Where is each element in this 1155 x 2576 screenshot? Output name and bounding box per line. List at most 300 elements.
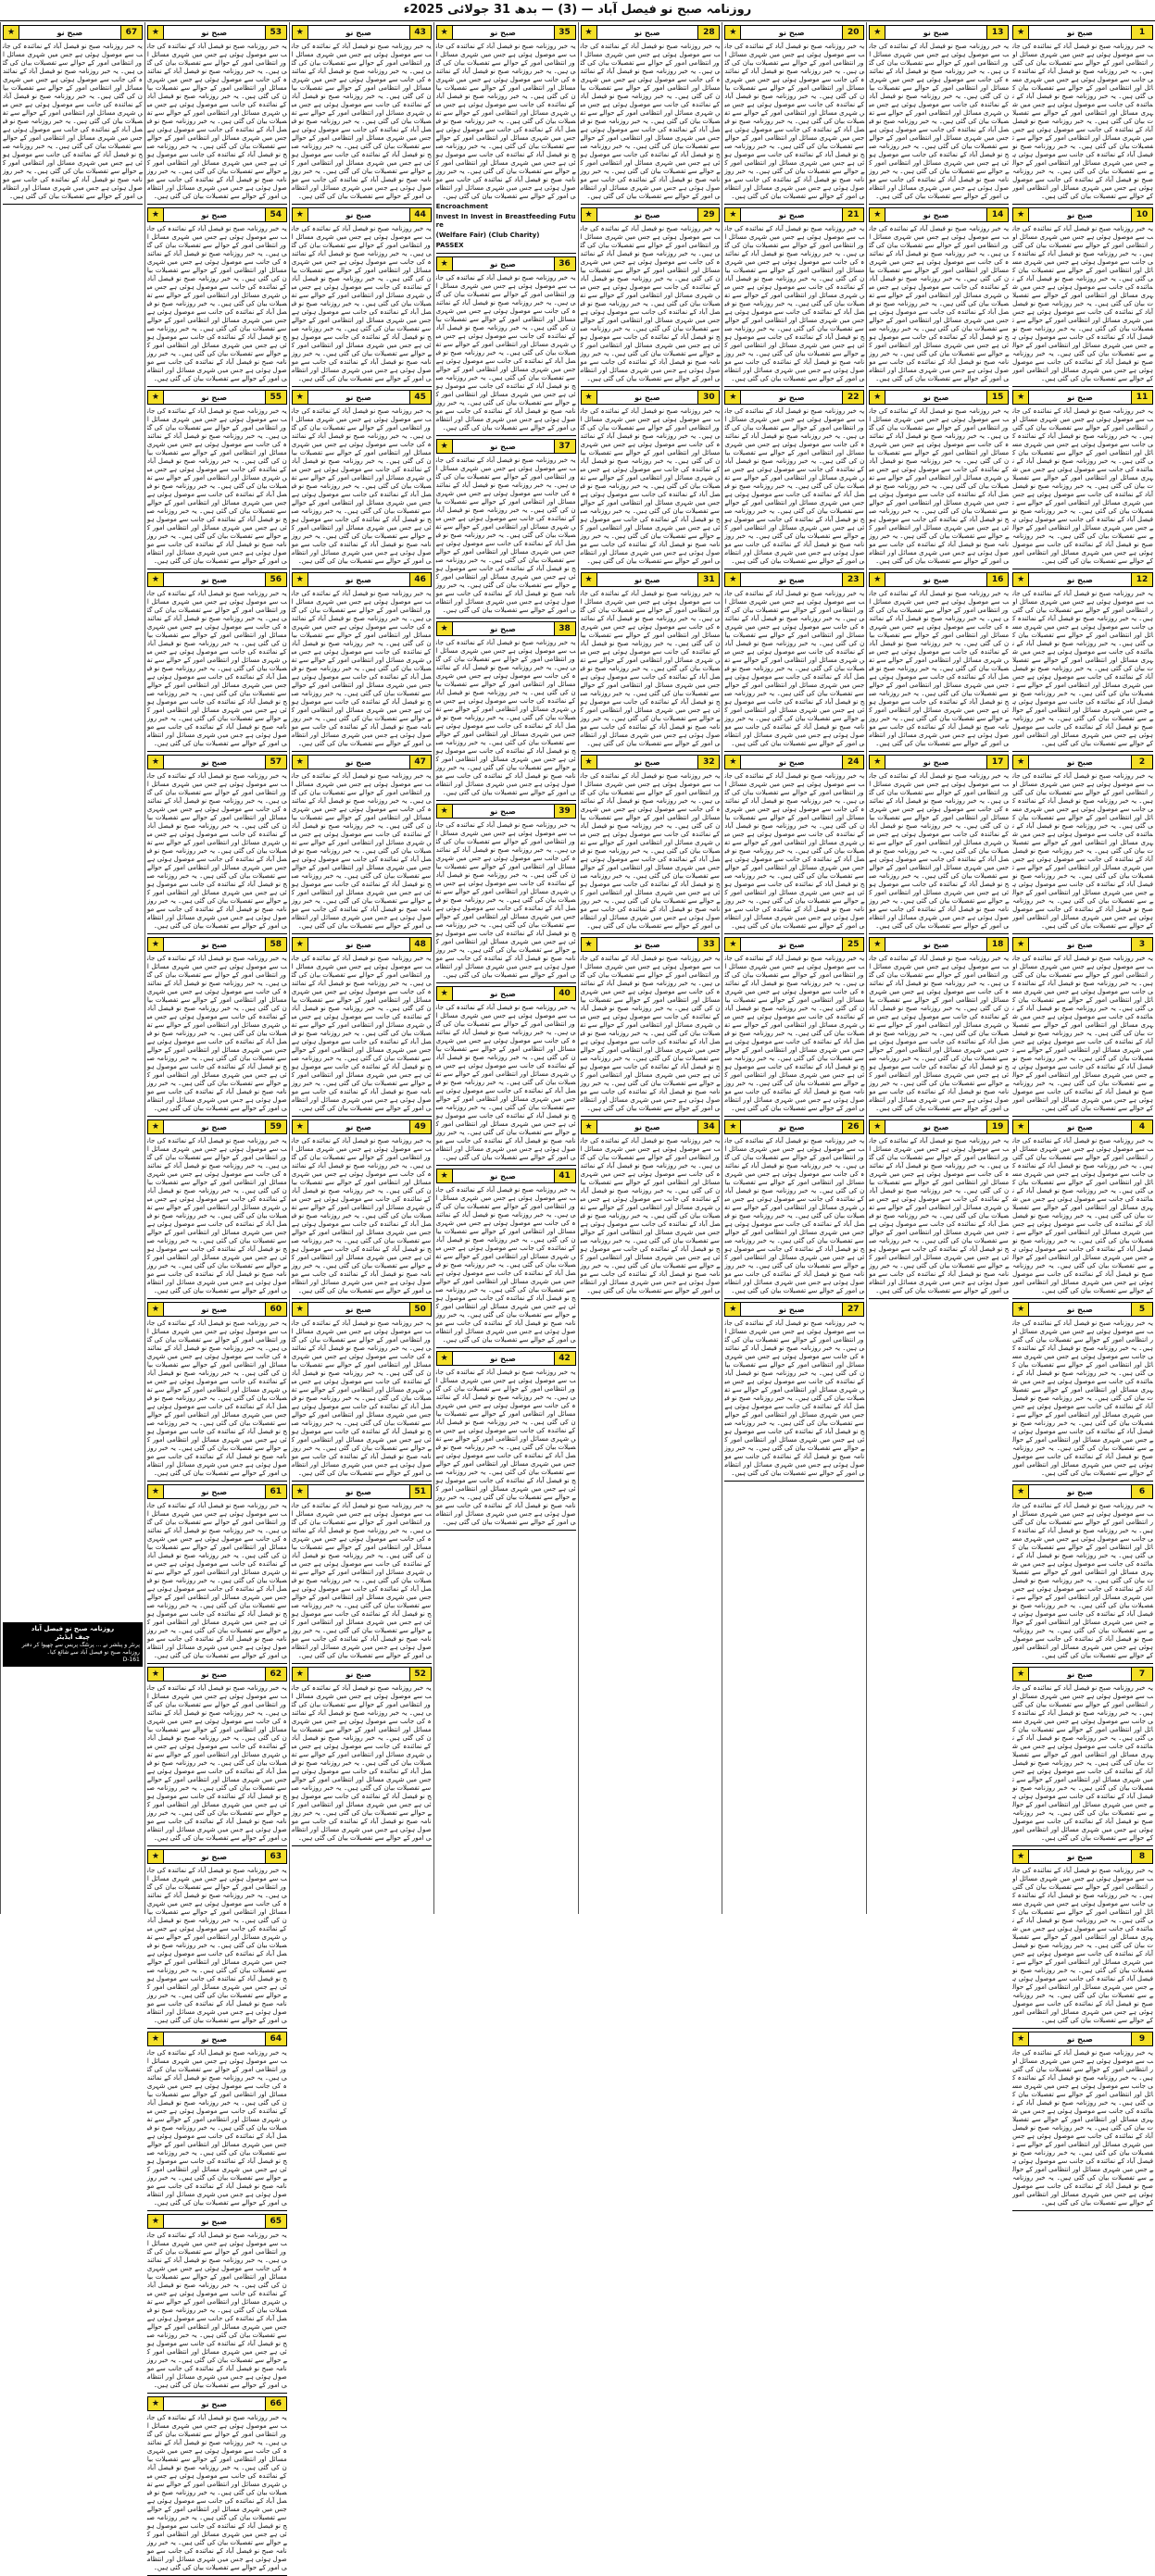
section-number: 41 <box>554 1169 575 1182</box>
section-number: 2 <box>1131 756 1152 769</box>
section-title: صبح نو <box>779 940 805 949</box>
newspaper-logo-icon: ★ <box>582 391 597 404</box>
section-header <box>1012 390 1153 405</box>
section-number: 34 <box>697 1120 719 1133</box>
section-title: صبح نو <box>345 940 371 949</box>
section-title: صبح نو <box>779 1122 805 1132</box>
section-header <box>147 2396 287 2411</box>
newspaper-logo-icon: ★ <box>725 391 741 404</box>
divider <box>436 1530 576 1531</box>
divider <box>436 982 576 983</box>
section-title: صبح نو <box>201 1305 228 1314</box>
section-title: صبح نو <box>1067 940 1093 949</box>
newspaper-logo-icon: ★ <box>148 756 164 769</box>
section-header <box>581 572 721 587</box>
news-column <box>1011 22 1155 2207</box>
section-title: صبح نو <box>201 2399 228 2408</box>
section-number: 22 <box>842 391 863 404</box>
section-title: صبح نو <box>779 28 805 37</box>
section-number: 40 <box>554 987 575 1000</box>
divider <box>292 1481 432 1482</box>
section-header <box>581 1119 721 1134</box>
section-number: 53 <box>265 26 286 39</box>
divider <box>1012 1663 1153 1664</box>
news-body-text: یہ خبر روزنامہ صبح نو فیصل آباد کے نمائندہ کی جانب سے موصول ہوئی ہے جس میں شہری مسائل اور انتظامی امور کے حوالے سے تفصیلات بیان کی گئی ہیں۔ یہ خبر روزنامہ صبح نو فیصل آباد کے نمائندہ کی جانب سے موصول ہوئی ہے جس میں شہری مسائل اور انتظامی امور کے حوالے سے تفصیلات بیان کی گئی ہیں۔ یہ خبر روزنامہ صبح نو فیصل آباد کے نمائندہ کی جانب سے موصول ہوئی ہے جس میں شہری مسائل اور انتظامی امور کے حوالے سے تفصیلات بیان کی گئی ہیں۔ یہ خبر روزنامہ صبح نو فیصل آباد کے نمائندہ کی جانب سے موصول ہوئی ہے جس میں شہری مسائل اور انتظامی امور کے حوالے سے تفصیلات بیان کی گئی ہیں۔ یہ خبر روزنامہ صبح نو فیصل آباد کے نمائندہ کی جانب سے موصول ہوئی ہے جس میں شہری مسائل اور انتظامی امور کے حوالے سے تفصیلات بیان کی گئی ہیں۔ یہ خبر روزنامہ صبح نو فیصل آباد کے نمائندہ کی جانب سے موصول ہوئی ہے جس میں شہری مسائل اور انتظامی امور کے حوالے سے تفصیلات بیان کی گئی ہیں۔ <box>3 43 143 200</box>
newspaper-logo-icon: ★ <box>437 622 453 635</box>
divider <box>724 1298 864 1299</box>
newspaper-logo-icon: ★ <box>725 1120 741 1133</box>
newspaper-logo-icon: ★ <box>148 1485 164 1498</box>
section-header <box>869 755 1009 769</box>
section-number: 32 <box>697 756 719 769</box>
section-number: 43 <box>409 26 431 39</box>
section-number: 16 <box>986 573 1008 586</box>
newspaper-logo-icon: ★ <box>293 1668 308 1681</box>
divider <box>436 435 576 436</box>
news-body-text: یہ خبر روزنامہ صبح نو فیصل آباد کے نمائندہ کی جانب سے موصول ہوئی ہے جس میں شہری مسائل اور انتظامی امور کے حوالے سے تفصیلات بیان کی گئی ہیں۔ یہ خبر روزنامہ صبح نو فیصل آباد کے نمائندہ کی جانب سے موصول ہوئی ہے جس میں شہری مسائل اور انتظامی امور کے حوالے سے تفصیلات بیان کی گئی ہیں۔ یہ خبر روزنامہ صبح نو فیصل آباد کے نمائندہ کی جانب سے موصول ہوئی ہے جس میں شہری مسائل اور انتظامی امور کے حوالے سے تفصیلات بیان کی گئی ہیں۔ یہ خبر روزنامہ صبح نو فیصل آباد کے نمائندہ کی جانب سے موصول ہوئی ہے جس میں شہری مسائل اور انتظامی امور کے حوالے سے تفصیلات بیان کی گئی ہیں۔ یہ خبر روزنامہ صبح نو فیصل آباد کے نمائندہ کی جانب سے موصول ہوئی ہے جس میں شہری مسائل اور انتظامی امور کے حوالے سے تفصیلات بیان کی گئی ہیں۔ یہ خبر روزنامہ صبح نو فیصل آباد کے نمائندہ کی جانب سے موصول ہوئی ہے جس میں شہری مسائل اور انتظامی امور کے حوالے سے تفصیلات بیان کی گئی ہیں۔ <box>435 456 576 614</box>
section-number: 15 <box>986 391 1008 404</box>
newspaper-logo-icon: ★ <box>293 938 308 951</box>
divider <box>581 933 721 934</box>
newspaper-logo-icon: ★ <box>582 1120 597 1133</box>
news-body-text: یہ خبر روزنامہ صبح نو فیصل آباد کے نمائندہ کی جانب سے موصول ہوئی ہے جس میں شہری مسائل اور انتظامی امور کے حوالے سے تفصیلات بیان کی گئی ہیں۔ یہ خبر روزنامہ صبح نو فیصل آباد کے نمائندہ کی جانب سے موصول ہوئی ہے جس میں شہری مسائل اور انتظامی امور کے حوالے سے تفصیلات بیان کی گئی ہیں۔ یہ خبر روزنامہ صبح نو فیصل آباد کے نمائندہ کی جانب سے موصول ہوئی ہے جس میں شہری مسائل اور انتظامی امور کے حوالے سے تفصیلات بیان کی گئی ہیں۔ یہ خبر روزنامہ صبح نو فیصل آباد کے نمائندہ کی جانب سے موصول ہوئی ہے جس میں شہری مسائل اور انتظامی امور کے حوالے سے تفصیلات بیان کی گئی ہیں۔ یہ خبر روزنامہ صبح نو فیصل آباد کے نمائندہ کی جانب سے موصول ہوئی ہے جس میں شہری مسائل اور انتظامی امور کے حوالے سے تفصیلات بیان کی گئی ہیں۔ یہ خبر روزنامہ صبح نو فیصل آباد کے نمائندہ کی جانب سے موصول ہوئی ہے جس میں شہری مسائل اور انتظامی امور کے حوالے سے تفصیلات بیان کی گئی ہیں۔ <box>580 772 721 930</box>
news-body-text: یہ خبر روزنامہ صبح نو فیصل آباد کے نمائندہ کی جانب سے موصول ہوئی ہے جس میں شہری مسائل اور انتظامی امور کے حوالے سے تفصیلات بیان کی گئی ہیں۔ یہ خبر روزنامہ صبح نو فیصل آباد کے نمائندہ کی جانب سے موصول ہوئی ہے جس میں شہری مسائل اور انتظامی امور کے حوالے سے تفصیلات بیان کی گئی ہیں۔ یہ خبر روزنامہ صبح نو فیصل آباد کے نمائندہ کی جانب سے موصول ہوئی ہے جس میں شہری مسائل اور انتظامی امور کے حوالے سے تفصیلات بیان کی گئی ہیں۔ یہ خبر روزنامہ صبح نو فیصل آباد کے نمائندہ کی جانب سے موصول ہوئی ہے جس میں شہری مسائل اور انتظامی امور کے حوالے سے تفصیلات بیان کی گئی ہیں۔ یہ خبر روزنامہ صبح نو فیصل آباد کے نمائندہ کی جانب سے موصول ہوئی ہے جس میں شہری مسائل اور انتظامی امور کے حوالے سے تفصیلات بیان کی گئی ہیں۔ یہ خبر روزنامہ صبح نو فیصل آباد کے نمائندہ کی جانب سے موصول ہوئی ہے جس میں شہری مسائل اور انتظامی امور کے حوالے سے تفصیلات بیان کی گئی ہیں۔ <box>435 1004 576 1161</box>
newspaper-logo-icon: ★ <box>725 208 741 221</box>
section-number: 52 <box>409 1668 431 1681</box>
section-title: صبح نو <box>923 393 949 402</box>
section-header <box>869 25 1009 40</box>
divider <box>869 1116 1009 1117</box>
news-body-text: یہ خبر روزنامہ صبح نو فیصل آباد کے نمائندہ کی جانب سے موصول ہوئی ہے جس میں شہری مسائل اور انتظامی امور کے حوالے سے تفصیلات بیان کی گئی ہیں۔ یہ خبر روزنامہ صبح نو فیصل آباد کے نمائندہ کی جانب سے موصول ہوئی ہے جس میں شہری مسائل اور انتظامی امور کے حوالے سے تفصیلات بیان کی گئی ہیں۔ یہ خبر روزنامہ صبح نو فیصل آباد کے نمائندہ کی جانب سے موصول ہوئی ہے جس میں شہری مسائل اور انتظامی امور کے حوالے سے تفصیلات بیان کی گئی ہیں۔ یہ خبر روزنامہ صبح نو فیصل آباد کے نمائندہ کی جانب سے موصول ہوئی ہے جس میں شہری مسائل اور انتظامی امور کے حوالے سے تفصیلات بیان کی گئی ہیں۔ یہ خبر روزنامہ صبح نو فیصل آباد کے نمائندہ کی جانب سے موصول ہوئی ہے جس میں شہری مسائل اور انتظامی امور کے حوالے سے تفصیلات بیان کی گئی ہیں۔ یہ خبر روزنامہ صبح نو فیصل آباد کے نمائندہ کی جانب سے موصول ہوئی ہے جس میں شہری مسائل اور انتظامی امور کے حوالے سے تفصیلات بیان کی گئی ہیں۔ <box>291 772 432 930</box>
section-title: صبح نو <box>201 940 228 949</box>
section-header <box>292 937 432 952</box>
divider <box>581 204 721 205</box>
section-number: 63 <box>265 1850 286 1863</box>
ad-headline: روزنامہ صبح نو فیصل آباد <box>31 1625 115 1632</box>
news-body-text: یہ خبر روزنامہ صبح نو فیصل آباد کے نمائندہ کی جانب سے موصول ہوئی ہے جس میں شہری مسائل اور انتظامی امور کے حوالے سے تفصیلات بیان کی گئی ہیں۔ یہ خبر روزنامہ صبح نو فیصل آباد کے نمائندہ کی جانب سے موصول ہوئی ہے جس میں شہری مسائل اور انتظامی امور کے حوالے سے تفصیلات بیان کی گئی ہیں۔ یہ خبر روزنامہ صبح نو فیصل آباد کے نمائندہ کی جانب سے موصول ہوئی ہے جس میں شہری مسائل اور انتظامی امور کے حوالے سے تفصیلات بیان کی گئی ہیں۔ یہ خبر روزنامہ صبح نو فیصل آباد کے نمائندہ کی جانب سے موصول ہوئی ہے جس میں شہری مسائل اور انتظامی امور کے حوالے سے تفصیلات بیان کی گئی ہیں۔ یہ خبر روزنامہ صبح نو فیصل آباد کے نمائندہ کی جانب سے موصول ہوئی ہے جس میں شہری مسائل اور انتظامی امور کے حوالے سے تفصیلات بیان کی گئی ہیں۔ یہ خبر روزنامہ صبح نو فیصل آباد کے نمائندہ کی جانب سے موصول ہوئی ہے جس میں شہری مسائل اور انتظامی امور کے حوالے سے تفصیلات بیان کی گئی ہیں۔ <box>869 225 1010 382</box>
section-title: صبح نو <box>201 757 228 767</box>
divider <box>292 933 432 934</box>
news-body-text: یہ خبر روزنامہ صبح نو فیصل آباد کے نمائندہ کی جانب سے موصول ہوئی ہے جس میں شہری مسائل اور انتظامی امور کے حوالے سے تفصیلات بیان کی گئی ہیں۔ یہ خبر روزنامہ صبح نو فیصل آباد کے نمائندہ کی جانب سے موصول ہوئی ہے جس میں شہری مسائل اور انتظامی امور کے حوالے سے تفصیلات بیان کی گئی ہیں۔ یہ خبر روزنامہ صبح نو فیصل آباد کے نمائندہ کی جانب سے موصول ہوئی ہے جس میں شہری مسائل اور انتظامی امور کے حوالے سے تفصیلات بیان کی گئی ہیں۔ یہ خبر روزنامہ صبح نو فیصل آباد کے نمائندہ کی جانب سے موصول ہوئی ہے جس میں شہری مسائل اور انتظامی امور کے حوالے سے تفصیلات بیان کی گئی ہیں۔ یہ خبر روزنامہ صبح نو فیصل آباد کے نمائندہ کی جانب سے موصول ہوئی ہے جس میں شہری مسائل اور انتظامی امور کے حوالے سے تفصیلات بیان کی گئی ہیں۔ یہ خبر روزنامہ صبح نو فیصل آباد کے نمائندہ کی جانب سے موصول ہوئی ہے جس میں شہری مسائل اور انتظامی امور کے حوالے سے تفصیلات بیان کی گئی ہیں۔ <box>291 1684 432 1842</box>
newspaper-logo-icon: ★ <box>293 1303 308 1316</box>
section-number: 28 <box>697 26 719 39</box>
section-title: صبح نو <box>1067 1305 1093 1314</box>
section-header <box>581 755 721 769</box>
section-title: صبح نو <box>634 393 660 402</box>
divider <box>581 751 721 752</box>
divider <box>724 751 864 752</box>
newspaper-logo-icon: ★ <box>437 1352 453 1365</box>
section-header <box>724 1119 864 1134</box>
section-header <box>436 256 576 271</box>
section-header <box>1012 2032 1153 2046</box>
news-body-text: یہ خبر روزنامہ صبح نو فیصل آباد کے نمائندہ کی جانب سے موصول ہوئی ہے جس میں شہری مسائل اور انتظامی امور کے حوالے سے تفصیلات بیان کی گئی ہیں۔ یہ خبر روزنامہ صبح نو فیصل آباد کے نمائندہ کی جانب سے موصول ہوئی ہے جس میں شہری مسائل اور انتظامی امور کے حوالے سے تفصیلات بیان کی گئی ہیں۔ یہ خبر روزنامہ صبح نو فیصل آباد کے نمائندہ کی جانب سے موصول ہوئی ہے جس میں شہری مسائل اور انتظامی امور کے حوالے سے تفصیلات بیان کی گئی ہیں۔ یہ خبر روزنامہ صبح نو فیصل آباد کے نمائندہ کی جانب سے موصول ہوئی ہے جس میں شہری مسائل اور انتظامی امور کے حوالے سے تفصیلات بیان کی گئی ہیں۔ یہ خبر روزنامہ صبح نو فیصل آباد کے نمائندہ کی جانب سے موصول ہوئی ہے جس میں شہری مسائل اور انتظامی امور کے حوالے سے تفصیلات بیان کی گئی ہیں۔ یہ خبر روزنامہ صبح نو فیصل آباد کے نمائندہ کی جانب سے موصول ہوئی ہے جس میں شہری مسائل اور انتظامی امور کے حوالے سے تفصیلات بیان کی گئی ہیں۔ <box>724 1319 865 1477</box>
divider <box>147 2028 287 2029</box>
news-body-text: یہ خبر روزنامہ صبح نو فیصل آباد کے نمائندہ کی جانب سے موصول ہوئی ہے جس میں شہری مسائل اور انتظامی امور کے حوالے سے تفصیلات بیان کی گئی ہیں۔ یہ خبر روزنامہ صبح نو فیصل آباد کے نمائندہ کی جانب سے موصول ہوئی ہے جس میں شہری مسائل اور انتظامی امور کے حوالے سے تفصیلات بیان کی گئی ہیں۔ یہ خبر روزنامہ صبح نو فیصل آباد کے نمائندہ کی جانب سے موصول ہوئی ہے جس میں شہری مسائل اور انتظامی امور کے حوالے سے تفصیلات بیان کی گئی ہیں۔ یہ خبر روزنامہ صبح نو فیصل آباد کے نمائندہ کی جانب سے موصول ہوئی ہے جس میں شہری مسائل اور انتظامی امور کے حوالے سے تفصیلات بیان کی گئی ہیں۔ یہ خبر روزنامہ صبح نو فیصل آباد کے نمائندہ کی جانب سے موصول ہوئی ہے جس میں شہری مسائل اور انتظامی امور کے حوالے سے تفصیلات بیان کی گئی ہیں۔ یہ خبر روزنامہ صبح نو فیصل آباد کے نمائندہ کی جانب سے موصول ہوئی ہے جس میں شہری مسائل اور انتظامی امور کے حوالے سے تفصیلات بیان کی گئی ہیں۔ <box>1012 590 1153 747</box>
section-number: 42 <box>554 1352 575 1365</box>
newspaper-logo-icon: ★ <box>4 26 19 39</box>
section-title: صبح نو <box>201 1122 228 1132</box>
section-title: صبح نو <box>779 210 805 219</box>
divider <box>1012 1481 1153 1482</box>
news-body-text: یہ خبر روزنامہ صبح نو فیصل آباد کے نمائندہ کی جانب سے موصول ہوئی ہے جس میں شہری مسائل اور انتظامی امور کے حوالے سے تفصیلات بیان کی گئی ہیں۔ یہ خبر روزنامہ صبح نو فیصل آباد کے نمائندہ کی جانب سے موصول ہوئی ہے جس میں شہری مسائل اور انتظامی امور کے حوالے سے تفصیلات بیان کی گئی ہیں۔ یہ خبر روزنامہ صبح نو فیصل آباد کے نمائندہ کی جانب سے موصول ہوئی ہے جس میں شہری مسائل اور انتظامی امور کے حوالے سے تفصیلات بیان کی گئی ہیں۔ یہ خبر روزنامہ صبح نو فیصل آباد کے نمائندہ کی جانب سے موصول ہوئی ہے جس میں شہری مسائل اور انتظامی امور کے حوالے سے تفصیلات بیان کی گئی ہیں۔ یہ خبر روزنامہ صبح نو فیصل آباد کے نمائندہ کی جانب سے موصول ہوئی ہے جس میں شہری مسائل اور انتظامی امور کے حوالے سے تفصیلات بیان کی گئی ہیں۔ یہ خبر روزنامہ صبح نو فیصل آباد کے نمائندہ کی جانب سے موصول ہوئی ہے جس میں شہری مسائل اور انتظامی امور کے حوالے سے تفصیلات بیان کی گئی ہیں۔ <box>724 43 865 200</box>
divider <box>292 1298 432 1299</box>
section-number: 26 <box>842 1120 863 1133</box>
news-body-text: یہ خبر روزنامہ صبح نو فیصل آباد کے نمائندہ کی جانب سے موصول ہوئی ہے جس میں شہری مسائل اور انتظامی امور کے حوالے سے تفصیلات بیان کی گئی ہیں۔ یہ خبر روزنامہ صبح نو فیصل آباد کے نمائندہ کی جانب سے موصول ہوئی ہے جس میں شہری مسائل اور انتظامی امور کے حوالے سے تفصیلات بیان کی گئی ہیں۔ یہ خبر روزنامہ صبح نو فیصل آباد کے نمائندہ کی جانب سے موصول ہوئی ہے جس میں شہری مسائل اور انتظامی امور کے حوالے سے تفصیلات بیان کی گئی ہیں۔ یہ خبر روزنامہ صبح نو فیصل آباد کے نمائندہ کی جانب سے موصول ہوئی ہے جس میں شہری مسائل اور انتظامی امور کے حوالے سے تفصیلات بیان کی گئی ہیں۔ یہ خبر روزنامہ صبح نو فیصل آباد کے نمائندہ کی جانب سے موصول ہوئی ہے جس میں شہری مسائل اور انتظامی امور کے حوالے سے تفصیلات بیان کی گئی ہیں۔ یہ خبر روزنامہ صبح نو فیصل آباد کے نمائندہ کی جانب سے موصول ہوئی ہے جس میں شہری مسائل اور انتظامی امور کے حوالے سے تفصیلات بیان کی گئی ہیں۔ <box>435 821 576 979</box>
section-number: 31 <box>697 573 719 586</box>
section-header <box>1012 1849 1153 1864</box>
divider <box>1012 2028 1153 2029</box>
divider <box>292 1116 432 1117</box>
section-header <box>724 755 864 769</box>
newspaper-logo-icon: ★ <box>148 1120 164 1133</box>
news-column <box>866 22 1011 1914</box>
section-title: صبح نو <box>1067 210 1093 219</box>
section-title: صبح نو <box>201 2034 228 2044</box>
newspaper-logo-icon: ★ <box>870 756 885 769</box>
section-title: صبح نو <box>634 575 660 584</box>
divider <box>1012 933 1153 934</box>
news-body-text: یہ خبر روزنامہ صبح نو فیصل آباد کے نمائندہ کی جانب سے موصول ہوئی ہے جس میں شہری مسائل اور انتظامی امور کے حوالے سے تفصیلات بیان کی گئی ہیں۔ یہ خبر روزنامہ صبح نو فیصل آباد کے نمائندہ کی جانب سے موصول ہوئی ہے جس میں شہری مسائل اور انتظامی امور کے حوالے سے تفصیلات بیان کی گئی ہیں۔ یہ خبر روزنامہ صبح نو فیصل آباد کے نمائندہ کی جانب سے موصول ہوئی ہے جس میں شہری مسائل اور انتظامی امور کے حوالے سے تفصیلات بیان کی گئی ہیں۔ یہ خبر روزنامہ صبح نو فیصل آباد کے نمائندہ کی جانب سے موصول ہوئی ہے جس میں شہری مسائل اور انتظامی امور کے حوالے سے تفصیلات بیان کی گئی ہیں۔ یہ خبر روزنامہ صبح نو فیصل آباد کے نمائندہ کی جانب سے موصول ہوئی ہے جس میں شہری مسائل اور انتظامی امور کے حوالے سے تفصیلات بیان کی گئی ہیں۔ یہ خبر روزنامہ صبح نو فیصل آباد کے نمائندہ کی جانب سے موصول ہوئی ہے جس میں شہری مسائل اور انتظامی امور کے حوالے سے تفصیلات بیان کی گئی ہیں۔ <box>580 1137 721 1294</box>
divider <box>147 1663 287 1664</box>
news-body-text: یہ خبر روزنامہ صبح نو فیصل آباد کے نمائندہ کی جانب سے موصول ہوئی ہے جس میں شہری مسائل اور انتظامی امور کے حوالے سے تفصیلات بیان کی گئی ہیں۔ یہ خبر روزنامہ صبح نو فیصل آباد کے نمائندہ کی جانب سے موصول ہوئی ہے جس میں شہری مسائل اور انتظامی امور کے حوالے سے تفصیلات بیان کی گئی ہیں۔ یہ خبر روزنامہ صبح نو فیصل آباد کے نمائندہ کی جانب سے موصول ہوئی ہے جس میں شہری مسائل اور انتظامی امور کے حوالے سے تفصیلات بیان کی گئی ہیں۔ یہ خبر روزنامہ صبح نو فیصل آباد کے نمائندہ کی جانب سے موصول ہوئی ہے جس میں شہری مسائل اور انتظامی امور کے حوالے سے تفصیلات بیان کی گئی ہیں۔ یہ خبر روزنامہ صبح نو فیصل آباد کے نمائندہ کی جانب سے موصول ہوئی ہے جس میں شہری مسائل اور انتظامی امور کے حوالے سے تفصیلات بیان کی گئی ہیں۔ یہ خبر روزنامہ صبح نو فیصل آباد کے نمائندہ کی جانب سے موصول ہوئی ہے جس میں شہری مسائل اور انتظامی امور کے حوالے سے تفصیلات بیان کی گئی ہیں۔ <box>435 1369 576 1526</box>
section-header <box>147 390 287 405</box>
masthead-title: روزنامہ صبح نو فیصل آباد <box>597 3 752 17</box>
divider <box>1012 1845 1153 1846</box>
section-number: 65 <box>265 2215 286 2228</box>
latin-snippet: Invest In Invest in Breastfeeding Future <box>435 213 576 229</box>
news-column <box>0 22 144 1914</box>
news-body-text: یہ خبر روزنامہ صبح نو فیصل آباد کے نمائندہ کی جانب سے موصول ہوئی ہے جس میں شہری مسائل اور انتظامی امور کے حوالے سے تفصیلات بیان کی گئی ہیں۔ یہ خبر روزنامہ صبح نو فیصل آباد کے نمائندہ کی جانب سے موصول ہوئی ہے جس میں شہری مسائل اور انتظامی امور کے حوالے سے تفصیلات بیان کی گئی ہیں۔ یہ خبر روزنامہ صبح نو فیصل آباد کے نمائندہ کی جانب سے موصول ہوئی ہے جس میں شہری مسائل اور انتظامی امور کے حوالے سے تفصیلات بیان کی گئی ہیں۔ یہ خبر روزنامہ صبح نو فیصل آباد کے نمائندہ کی جانب سے موصول ہوئی ہے جس میں شہری مسائل اور انتظامی امور کے حوالے سے تفصیلات بیان کی گئی ہیں۔ یہ خبر روزنامہ صبح نو فیصل آباد کے نمائندہ کی جانب سے موصول ہوئی ہے جس میں شہری مسائل اور انتظامی امور کے حوالے سے تفصیلات بیان کی گئی ہیں۔ یہ خبر روزنامہ صبح نو فیصل آباد کے نمائندہ کی جانب سے موصول ہوئی ہے جس میں شہری مسائل اور انتظامی امور کے حوالے سے تفصیلات بیان کی گئی ہیں۔ <box>724 225 865 382</box>
section-header <box>147 2214 287 2229</box>
section-title: صبح نو <box>490 989 516 998</box>
news-body-text: یہ خبر روزنامہ صبح نو فیصل آباد کے نمائندہ کی جانب سے موصول ہوئی ہے جس میں شہری مسائل اور انتظامی امور کے حوالے سے تفصیلات بیان کی گئی ہیں۔ یہ خبر روزنامہ صبح نو فیصل آباد کے نمائندہ کی جانب سے موصول ہوئی ہے جس میں شہری مسائل اور انتظامی امور کے حوالے سے تفصیلات بیان کی گئی ہیں۔ یہ خبر روزنامہ صبح نو فیصل آباد کے نمائندہ کی جانب سے موصول ہوئی ہے جس میں شہری مسائل اور انتظامی امور کے حوالے سے تفصیلات بیان کی گئی ہیں۔ یہ خبر روزنامہ صبح نو فیصل آباد کے نمائندہ کی جانب سے موصول ہوئی ہے جس میں شہری مسائل اور انتظامی امور کے حوالے سے تفصیلات بیان کی گئی ہیں۔ یہ خبر روزنامہ صبح نو فیصل آباد کے نمائندہ کی جانب سے موصول ہوئی ہے جس میں شہری مسائل اور انتظامی امور کے حوالے سے تفصیلات بیان کی گئی ہیں۔ یہ خبر روزنامہ صبح نو فیصل آباد کے نمائندہ کی جانب سے موصول ہوئی ہے جس میں شہری مسائل اور انتظامی امور کے حوالے سے تفصیلات بیان کی گئی ہیں۔ <box>1012 1684 1153 1842</box>
newspaper-logo-icon: ★ <box>1013 391 1029 404</box>
news-body-text: یہ خبر روزنامہ صبح نو فیصل آباد کے نمائندہ کی جانب سے موصول ہوئی ہے جس میں شہری مسائل اور انتظامی امور کے حوالے سے تفصیلات بیان کی گئی ہیں۔ یہ خبر روزنامہ صبح نو فیصل آباد کے نمائندہ کی جانب سے موصول ہوئی ہے جس میں شہری مسائل اور انتظامی امور کے حوالے سے تفصیلات بیان کی گئی ہیں۔ یہ خبر روزنامہ صبح نو فیصل آباد کے نمائندہ کی جانب سے موصول ہوئی ہے جس میں شہری مسائل اور انتظامی امور کے حوالے سے تفصیلات بیان کی گئی ہیں۔ یہ خبر روزنامہ صبح نو فیصل آباد کے نمائندہ کی جانب سے موصول ہوئی ہے جس میں شہری مسائل اور انتظامی امور کے حوالے سے تفصیلات بیان کی گئی ہیں۔ یہ خبر روزنامہ صبح نو فیصل آباد کے نمائندہ کی جانب سے موصول ہوئی ہے جس میں شہری مسائل اور انتظامی امور کے حوالے سے تفصیلات بیان کی گئی ہیں۔ یہ خبر روزنامہ صبح نو فیصل آباد کے نمائندہ کی جانب سے موصول ہوئی ہے جس میں شہری مسائل اور انتظامی امور کے حوالے سے تفصیلات بیان کی گئی ہیں۔ <box>580 955 721 1112</box>
ad-body: پرنٹر و پبلشر نے ... پرنٹنگ پریس سے چھپوا کر دفتر روزنامہ صبح نو فیصل آباد سے شائع کیا۔ <box>21 1642 140 1656</box>
section-title: صبح نو <box>345 393 371 402</box>
section-title: صبح نو <box>201 575 228 584</box>
divider <box>869 204 1009 205</box>
news-body-text: یہ خبر روزنامہ صبح نو فیصل آباد کے نمائندہ کی جانب سے موصول ہوئی ہے جس میں شہری مسائل اور انتظامی امور کے حوالے سے تفصیلات بیان کی گئی ہیں۔ یہ خبر روزنامہ صبح نو فیصل آباد کے نمائندہ کی جانب سے موصول ہوئی ہے جس میں شہری مسائل اور انتظامی امور کے حوالے سے تفصیلات بیان کی گئی ہیں۔ یہ خبر روزنامہ صبح نو فیصل آباد کے نمائندہ کی جانب سے موصول ہوئی ہے جس میں شہری مسائل اور انتظامی امور کے حوالے سے تفصیلات بیان کی گئی ہیں۔ یہ خبر روزنامہ صبح نو فیصل آباد کے نمائندہ کی جانب سے موصول ہوئی ہے جس میں شہری مسائل اور انتظامی امور کے حوالے سے تفصیلات بیان کی گئی ہیں۔ یہ خبر روزنامہ صبح نو فیصل آباد کے نمائندہ کی جانب سے موصول ہوئی ہے جس میں شہری مسائل اور انتظامی امور کے حوالے سے تفصیلات بیان کی گئی ہیں۔ یہ خبر روزنامہ صبح نو فیصل آباد کے نمائندہ کی جانب سے موصول ہوئی ہے جس میں شہری مسائل اور انتظامی امور کے حوالے سے تفصیلات بیان کی گئی ہیں۔ <box>869 43 1010 200</box>
section-header <box>292 755 432 769</box>
section-number: 49 <box>409 1120 431 1133</box>
divider <box>1012 751 1153 752</box>
section-header <box>147 1849 287 1864</box>
newspaper-logo-icon: ★ <box>1013 938 1029 951</box>
section-header <box>869 1119 1009 1134</box>
newspaper-logo-icon: ★ <box>725 26 741 39</box>
section-number: 17 <box>986 756 1008 769</box>
newspaper-logo-icon: ★ <box>725 756 741 769</box>
section-title: صبح نو <box>779 393 805 402</box>
publisher-ad-box <box>3 1622 143 1667</box>
section-title: صبح نو <box>634 757 660 767</box>
section-number: 13 <box>986 26 1008 39</box>
news-body-text: یہ خبر روزنامہ صبح نو فیصل آباد کے نمائندہ کی جانب سے موصول ہوئی ہے جس میں شہری مسائل اور انتظامی امور کے حوالے سے تفصیلات بیان کی گئی ہیں۔ یہ خبر روزنامہ صبح نو فیصل آباد کے نمائندہ کی جانب سے موصول ہوئی ہے جس میں شہری مسائل اور انتظامی امور کے حوالے سے تفصیلات بیان کی گئی ہیں۔ یہ خبر روزنامہ صبح نو فیصل آباد کے نمائندہ کی جانب سے موصول ہوئی ہے جس میں شہری مسائل اور انتظامی امور کے حوالے سے تفصیلات بیان کی گئی ہیں۔ یہ خبر روزنامہ صبح نو فیصل آباد کے نمائندہ کی جانب سے موصول ہوئی ہے جس میں شہری مسائل اور انتظامی امور کے حوالے سے تفصیلات بیان کی گئی ہیں۔ یہ خبر روزنامہ صبح نو فیصل آباد کے نمائندہ کی جانب سے موصول ہوئی ہے جس میں شہری مسائل اور انتظامی امور کے حوالے سے تفصیلات بیان کی گئی ہیں۔ یہ خبر روزنامہ صبح نو فیصل آباد کے نمائندہ کی جانب سے موصول ہوئی ہے جس میں شہری مسائل اور انتظامی امور کے حوالے سے تفصیلات بیان کی گئی ہیں۔ <box>291 1319 432 1477</box>
news-body-text: یہ خبر روزنامہ صبح نو فیصل آباد کے نمائندہ کی جانب سے موصول ہوئی ہے جس میں شہری مسائل اور انتظامی امور کے حوالے سے تفصیلات بیان کی گئی ہیں۔ یہ خبر روزنامہ صبح نو فیصل آباد کے نمائندہ کی جانب سے موصول ہوئی ہے جس میں شہری مسائل اور انتظامی امور کے حوالے سے تفصیلات بیان کی گئی ہیں۔ یہ خبر روزنامہ صبح نو فیصل آباد کے نمائندہ کی جانب سے موصول ہوئی ہے جس میں شہری مسائل اور انتظامی امور کے حوالے سے تفصیلات بیان کی گئی ہیں۔ یہ خبر روزنامہ صبح نو فیصل آباد کے نمائندہ کی جانب سے موصول ہوئی ہے جس میں شہری مسائل اور انتظامی امور کے حوالے سے تفصیلات بیان کی گئی ہیں۔ یہ خبر روزنامہ صبح نو فیصل آباد کے نمائندہ کی جانب سے موصول ہوئی ہے جس میں شہری مسائل اور انتظامی امور کے حوالے سے تفصیلات بیان کی گئی ہیں۔ یہ خبر روزنامہ صبح نو فیصل آباد کے نمائندہ کی جانب سے موصول ہوئی ہے جس میں شہری مسائل اور انتظامی امور کے حوالے سے تفصیلات بیان کی گئی ہیں۔ <box>1012 225 1153 382</box>
news-body-text: یہ خبر روزنامہ صبح نو فیصل آباد کے نمائندہ کی جانب سے موصول ہوئی ہے جس میں شہری مسائل اور انتظامی امور کے حوالے سے تفصیلات بیان کی گئی ہیں۔ یہ خبر روزنامہ صبح نو فیصل آباد کے نمائندہ کی جانب سے موصول ہوئی ہے جس میں شہری مسائل اور انتظامی امور کے حوالے سے تفصیلات بیان کی گئی ہیں۔ یہ خبر روزنامہ صبح نو فیصل آباد کے نمائندہ کی جانب سے موصول ہوئی ہے جس میں شہری مسائل اور انتظامی امور کے حوالے سے تفصیلات بیان کی گئی ہیں۔ یہ خبر روزنامہ صبح نو فیصل آباد کے نمائندہ کی جانب سے موصول ہوئی ہے جس میں شہری مسائل اور انتظامی امور کے حوالے سے تفصیلات بیان کی گئی ہیں۔ یہ خبر روزنامہ صبح نو فیصل آباد کے نمائندہ کی جانب سے موصول ہوئی ہے جس میں شہری مسائل اور انتظامی امور کے حوالے سے تفصیلات بیان کی گئی ہیں۔ یہ خبر روزنامہ صبح نو فیصل آباد کے نمائندہ کی جانب سے موصول ہوئی ہے جس میں شہری مسائل اور انتظامی امور کے حوالے سے تفصیلات بیان کی گئی ہیں۔ <box>146 1137 287 1294</box>
section-number: 60 <box>265 1303 286 1316</box>
section-number: 19 <box>986 1120 1008 1133</box>
divider <box>436 618 576 619</box>
newspaper-logo-icon: ★ <box>148 938 164 951</box>
newspaper-logo-icon: ★ <box>437 26 453 39</box>
section-header <box>436 804 576 819</box>
divider <box>869 386 1009 387</box>
section-header <box>581 25 721 40</box>
newspaper-logo-icon: ★ <box>1013 573 1029 586</box>
news-column <box>144 22 289 2571</box>
section-title: صبح نو <box>345 757 371 767</box>
section-number: 6 <box>1131 1485 1152 1498</box>
section-number: 47 <box>409 756 431 769</box>
divider <box>581 1298 721 1299</box>
section-title: صبح نو <box>345 1122 371 1132</box>
section-header <box>581 207 721 222</box>
section-title: صبح نو <box>490 624 516 633</box>
news-body-text: یہ خبر روزنامہ صبح نو فیصل آباد کے نمائندہ کی جانب سے موصول ہوئی ہے جس میں شہری مسائل اور انتظامی امور کے حوالے سے تفصیلات بیان کی گئی ہیں۔ یہ خبر روزنامہ صبح نو فیصل آباد کے نمائندہ کی جانب سے موصول ہوئی ہے جس میں شہری مسائل اور انتظامی امور کے حوالے سے تفصیلات بیان کی گئی ہیں۔ یہ خبر روزنامہ صبح نو فیصل آباد کے نمائندہ کی جانب سے موصول ہوئی ہے جس میں شہری مسائل اور انتظامی امور کے حوالے سے تفصیلات بیان کی گئی ہیں۔ یہ خبر روزنامہ صبح نو فیصل آباد کے نمائندہ کی جانب سے موصول ہوئی ہے جس میں شہری مسائل اور انتظامی امور کے حوالے سے تفصیلات بیان کی گئی ہیں۔ یہ خبر روزنامہ صبح نو فیصل آباد کے نمائندہ کی جانب سے موصول ہوئی ہے جس میں شہری مسائل اور انتظامی امور کے حوالے سے تفصیلات بیان کی گئی ہیں۔ یہ خبر روزنامہ صبح نو فیصل آباد کے نمائندہ کی جانب سے موصول ہوئی ہے جس میں شہری مسائل اور انتظامی امور کے حوالے سے تفصیلات بیان کی گئی ہیں۔ <box>146 407 287 565</box>
news-body-text: یہ خبر روزنامہ صبح نو فیصل آباد کے نمائندہ کی جانب سے موصول ہوئی ہے جس میں شہری مسائل اور انتظامی امور کے حوالے سے تفصیلات بیان کی گئی ہیں۔ یہ خبر روزنامہ صبح نو فیصل آباد کے نمائندہ کی جانب سے موصول ہوئی ہے جس میں شہری مسائل اور انتظامی امور کے حوالے سے تفصیلات بیان کی گئی ہیں۔ یہ خبر روزنامہ صبح نو فیصل آباد کے نمائندہ کی جانب سے موصول ہوئی ہے جس میں شہری مسائل اور انتظامی امور کے حوالے سے تفصیلات بیان کی گئی ہیں۔ یہ خبر روزنامہ صبح نو فیصل آباد کے نمائندہ کی جانب سے موصول ہوئی ہے جس میں شہری مسائل اور انتظامی امور کے حوالے سے تفصیلات بیان کی گئی ہیں۔ یہ خبر روزنامہ صبح نو فیصل آباد کے نمائندہ کی جانب سے موصول ہوئی ہے جس میں شہری مسائل اور انتظامی امور کے حوالے سے تفصیلات بیان کی گئی ہیں۔ یہ خبر روزنامہ صبح نو فیصل آباد کے نمائندہ کی جانب سے موصول ہوئی ہے جس میں شہری مسائل اور انتظامی امور کے حوالے سے تفصیلات بیان کی گئی ہیں۔ <box>291 225 432 382</box>
section-title: صبح نو <box>490 1171 516 1181</box>
newspaper-logo-icon: ★ <box>437 440 453 453</box>
section-title: صبح نو <box>490 259 516 269</box>
section-number: 37 <box>554 440 575 453</box>
newspaper-logo-icon: ★ <box>148 2032 164 2045</box>
newspaper-logo-icon: ★ <box>1013 208 1029 221</box>
news-body-text: یہ خبر روزنامہ صبح نو فیصل آباد کے نمائندہ کی جانب سے موصول ہوئی ہے جس میں شہری مسائل اور انتظامی امور کے حوالے سے تفصیلات بیان کی گئی ہیں۔ یہ خبر روزنامہ صبح نو فیصل آباد کے نمائندہ کی جانب سے موصول ہوئی ہے جس میں شہری مسائل اور انتظامی امور کے حوالے سے تفصیلات بیان کی گئی ہیں۔ یہ خبر روزنامہ صبح نو فیصل آباد کے نمائندہ کی جانب سے موصول ہوئی ہے جس میں شہری مسائل اور انتظامی امور کے حوالے سے تفصیلات بیان کی گئی ہیں۔ یہ خبر روزنامہ صبح نو فیصل آباد کے نمائندہ کی جانب سے موصول ہوئی ہے جس میں شہری مسائل اور انتظامی امور کے حوالے سے تفصیلات بیان کی گئی ہیں۔ یہ خبر روزنامہ صبح نو فیصل آباد کے نمائندہ کی جانب سے موصول ہوئی ہے جس میں شہری مسائل اور انتظامی امور کے حوالے سے تفصیلات بیان کی گئی ہیں۔ یہ خبر روزنامہ صبح نو فیصل آباد کے نمائندہ کی جانب سے موصول ہوئی ہے جس میں شہری مسائل اور انتظامی امور کے حوالے سے تفصیلات بیان کی گئی ہیں۔ <box>869 772 1010 930</box>
section-title: صبح نو <box>923 940 949 949</box>
newspaper-logo-icon: ★ <box>582 573 597 586</box>
news-body-text: یہ خبر روزنامہ صبح نو فیصل آباد کے نمائندہ کی جانب سے موصول ہوئی ہے جس میں شہری مسائل اور انتظامی امور کے حوالے سے تفصیلات بیان کی گئی ہیں۔ یہ خبر روزنامہ صبح نو فیصل آباد کے نمائندہ کی جانب سے موصول ہوئی ہے جس میں شہری مسائل اور انتظامی امور کے حوالے سے تفصیلات بیان کی گئی ہیں۔ یہ خبر روزنامہ صبح نو فیصل آباد کے نمائندہ کی جانب سے موصول ہوئی ہے جس میں شہری مسائل اور انتظامی امور کے حوالے سے تفصیلات بیان کی گئی ہیں۔ یہ خبر روزنامہ صبح نو فیصل آباد کے نمائندہ کی جانب سے موصول ہوئی ہے جس میں شہری مسائل اور انتظامی امور کے حوالے سے تفصیلات بیان کی گئی ہیں۔ یہ خبر روزنامہ صبح نو فیصل آباد کے نمائندہ کی جانب سے موصول ہوئی ہے جس میں شہری مسائل اور انتظامی امور کے حوالے سے تفصیلات بیان کی گئی ہیں۔ یہ خبر روزنامہ صبح نو فیصل آباد کے نمائندہ کی جانب سے موصول ہوئی ہے جس میں شہری مسائل اور انتظامی امور کے حوالے سے تفصیلات بیان کی گئی ہیں۔ <box>1012 1502 1153 1659</box>
section-number: 24 <box>842 756 863 769</box>
section-title: صبح نو <box>345 1305 371 1314</box>
section-number: 12 <box>1131 573 1152 586</box>
news-body-text: یہ خبر روزنامہ صبح نو فیصل آباد کے نمائندہ کی جانب سے موصول ہوئی ہے جس میں شہری مسائل اور انتظامی امور کے حوالے سے تفصیلات بیان کی گئی ہیں۔ یہ خبر روزنامہ صبح نو فیصل آباد کے نمائندہ کی جانب سے موصول ہوئی ہے جس میں شہری مسائل اور انتظامی امور کے حوالے سے تفصیلات بیان کی گئی ہیں۔ یہ خبر روزنامہ صبح نو فیصل آباد کے نمائندہ کی جانب سے موصول ہوئی ہے جس میں شہری مسائل اور انتظامی امور کے حوالے سے تفصیلات بیان کی گئی ہیں۔ یہ خبر روزنامہ صبح نو فیصل آباد کے نمائندہ کی جانب سے موصول ہوئی ہے جس میں شہری مسائل اور انتظامی امور کے حوالے سے تفصیلات بیان کی گئی ہیں۔ یہ خبر روزنامہ صبح نو فیصل آباد کے نمائندہ کی جانب سے موصول ہوئی ہے جس میں شہری مسائل اور انتظامی امور کے حوالے سے تفصیلات بیان کی گئی ہیں۔ یہ خبر روزنامہ صبح نو فیصل آباد کے نمائندہ کی جانب سے موصول ہوئی ہے جس میں شہری مسائل اور انتظامی امور کے حوالے سے تفصیلات بیان کی گئی ہیں۔ <box>724 772 865 930</box>
news-column <box>578 22 722 1914</box>
section-header <box>1012 755 1153 769</box>
section-title: صبح نو <box>923 28 949 37</box>
newspaper-logo-icon: ★ <box>870 1120 885 1133</box>
newspaper-logo-icon: ★ <box>1013 1668 1029 1681</box>
section-title: صبح نو <box>1067 1669 1093 1679</box>
divider <box>436 800 576 801</box>
divider <box>1012 1116 1153 1117</box>
newspaper-logo-icon: ★ <box>293 1120 308 1133</box>
section-title: صبح نو <box>923 210 949 219</box>
news-body-text: یہ خبر روزنامہ صبح نو فیصل آباد کے نمائندہ کی جانب سے موصول ہوئی ہے جس میں شہری مسائل اور انتظامی امور کے حوالے سے تفصیلات بیان کی گئی ہیں۔ یہ خبر روزنامہ صبح نو فیصل آباد کے نمائندہ کی جانب سے موصول ہوئی ہے جس میں شہری مسائل اور انتظامی امور کے حوالے سے تفصیلات بیان کی گئی ہیں۔ یہ خبر روزنامہ صبح نو فیصل آباد کے نمائندہ کی جانب سے موصول ہوئی ہے جس میں شہری مسائل اور انتظامی امور کے حوالے سے تفصیلات بیان کی گئی ہیں۔ یہ خبر روزنامہ صبح نو فیصل آباد کے نمائندہ کی جانب سے موصول ہوئی ہے جس میں شہری مسائل اور انتظامی امور کے حوالے سے تفصیلات بیان کی گئی ہیں۔ یہ خبر روزنامہ صبح نو فیصل آباد کے نمائندہ کی جانب سے موصول ہوئی ہے جس میں شہری مسائل اور انتظامی امور کے حوالے سے تفصیلات بیان کی گئی ہیں۔ یہ خبر روزنامہ صبح نو فیصل آباد کے نمائندہ کی جانب سے موصول ہوئی ہے جس میں شہری مسائل اور انتظامی امور کے حوالے سے تفصیلات بیان کی گئی ہیں۔ <box>1012 1137 1153 1294</box>
newspaper-logo-icon: ★ <box>582 938 597 951</box>
section-title: صبح نو <box>490 28 516 37</box>
news-body-text: یہ خبر روزنامہ صبح نو فیصل آباد کے نمائندہ کی جانب سے موصول ہوئی ہے جس میں شہری مسائل اور انتظامی امور کے حوالے سے تفصیلات بیان کی گئی ہیں۔ یہ خبر روزنامہ صبح نو فیصل آباد کے نمائندہ کی جانب سے موصول ہوئی ہے جس میں شہری مسائل اور انتظامی امور کے حوالے سے تفصیلات بیان کی گئی ہیں۔ یہ خبر روزنامہ صبح نو فیصل آباد کے نمائندہ کی جانب سے موصول ہوئی ہے جس میں شہری مسائل اور انتظامی امور کے حوالے سے تفصیلات بیان کی گئی ہیں۔ یہ خبر روزنامہ صبح نو فیصل آباد کے نمائندہ کی جانب سے موصول ہوئی ہے جس میں شہری مسائل اور انتظامی امور کے حوالے سے تفصیلات بیان کی گئی ہیں۔ یہ خبر روزنامہ صبح نو فیصل آباد کے نمائندہ کی جانب سے موصول ہوئی ہے جس میں شہری مسائل اور انتظامی امور کے حوالے سے تفصیلات بیان کی گئی ہیں۔ یہ خبر روزنامہ صبح نو فیصل آباد کے نمائندہ کی جانب سے موصول ہوئی ہے جس میں شہری مسائل اور انتظامی امور کے حوالے سے تفصیلات بیان کی گئی ہیں۔ <box>146 772 287 930</box>
section-header <box>869 572 1009 587</box>
newspaper-logo-icon: ★ <box>293 26 308 39</box>
section-header <box>292 572 432 587</box>
section-number: 9 <box>1131 2032 1152 2045</box>
section-number: 3 <box>1131 938 1152 951</box>
divider <box>436 1165 576 1166</box>
section-header <box>3 25 143 40</box>
news-body-text: یہ خبر روزنامہ صبح نو فیصل آباد کے نمائندہ کی جانب سے موصول ہوئی ہے جس میں شہری مسائل اور انتظامی امور کے حوالے سے تفصیلات بیان کی گئی ہیں۔ یہ خبر روزنامہ صبح نو فیصل آباد کے نمائندہ کی جانب سے موصول ہوئی ہے جس میں شہری مسائل اور انتظامی امور کے حوالے سے تفصیلات بیان کی گئی ہیں۔ یہ خبر روزنامہ صبح نو فیصل آباد کے نمائندہ کی جانب سے موصول ہوئی ہے جس میں شہری مسائل اور انتظامی امور کے حوالے سے تفصیلات بیان کی گئی ہیں۔ یہ خبر روزنامہ صبح نو فیصل آباد کے نمائندہ کی جانب سے موصول ہوئی ہے جس میں شہری مسائل اور انتظامی امور کے حوالے سے تفصیلات بیان کی گئی ہیں۔ یہ خبر روزنامہ صبح نو فیصل آباد کے نمائندہ کی جانب سے موصول ہوئی ہے جس میں شہری مسائل اور انتظامی امور کے حوالے سے تفصیلات بیان کی گئی ہیں۔ یہ خبر روزنامہ صبح نو فیصل آباد کے نمائندہ کی جانب سے موصول ہوئی ہے جس میں شہری مسائل اور انتظامی امور کے حوالے سے تفصیلات بیان کی گئی ہیں۔ <box>1012 43 1153 200</box>
divider <box>147 1481 287 1482</box>
section-title: صبح نو <box>490 807 516 816</box>
divider <box>1012 2210 1153 2211</box>
news-body-text: یہ خبر روزنامہ صبح نو فیصل آباد کے نمائندہ کی جانب سے موصول ہوئی ہے جس میں شہری مسائل اور انتظامی امور کے حوالے سے تفصیلات بیان کی گئی ہیں۔ یہ خبر روزنامہ صبح نو فیصل آباد کے نمائندہ کی جانب سے موصول ہوئی ہے جس میں شہری مسائل اور انتظامی امور کے حوالے سے تفصیلات بیان کی گئی ہیں۔ یہ خبر روزنامہ صبح نو فیصل آباد کے نمائندہ کی جانب سے موصول ہوئی ہے جس میں شہری مسائل اور انتظامی امور کے حوالے سے تفصیلات بیان کی گئی ہیں۔ یہ خبر روزنامہ صبح نو فیصل آباد کے نمائندہ کی جانب سے موصول ہوئی ہے جس میں شہری مسائل اور انتظامی امور کے حوالے سے تفصیلات بیان کی گئی ہیں۔ یہ خبر روزنامہ صبح نو فیصل آباد کے نمائندہ کی جانب سے موصول ہوئی ہے جس میں شہری مسائل اور انتظامی امور کے حوالے سے تفصیلات بیان کی گئی ہیں۔ یہ خبر روزنامہ صبح نو فیصل آباد کے نمائندہ کی جانب سے موصول ہوئی ہے جس میں شہری مسائل اور انتظامی امور کے حوالے سے تفصیلات بیان کی گئی ہیں۔ <box>580 225 721 382</box>
section-title: صبح نو <box>345 1669 371 1679</box>
news-body-text: یہ خبر روزنامہ صبح نو فیصل آباد کے نمائندہ کی جانب سے موصول ہوئی ہے جس میں شہری مسائل اور انتظامی امور کے حوالے سے تفصیلات بیان کی گئی ہیں۔ یہ خبر روزنامہ صبح نو فیصل آباد کے نمائندہ کی جانب سے موصول ہوئی ہے جس میں شہری مسائل اور انتظامی امور کے حوالے سے تفصیلات بیان کی گئی ہیں۔ یہ خبر روزنامہ صبح نو فیصل آباد کے نمائندہ کی جانب سے موصول ہوئی ہے جس میں شہری مسائل اور انتظامی امور کے حوالے سے تفصیلات بیان کی گئی ہیں۔ یہ خبر روزنامہ صبح نو فیصل آباد کے نمائندہ کی جانب سے موصول ہوئی ہے جس میں شہری مسائل اور انتظامی امور کے حوالے سے تفصیلات بیان کی گئی ہیں۔ یہ خبر روزنامہ صبح نو فیصل آباد کے نمائندہ کی جانب سے موصول ہوئی ہے جس میں شہری مسائل اور انتظامی امور کے حوالے سے تفصیلات بیان کی گئی ہیں۔ یہ خبر روزنامہ صبح نو فیصل آباد کے نمائندہ کی جانب سے موصول ہوئی ہے جس میں شہری مسائل اور انتظامی امور کے حوالے سے تفصیلات بیان کی گئی ہیں۔ <box>580 407 721 565</box>
newspaper-logo-icon: ★ <box>582 26 597 39</box>
section-header <box>292 207 432 222</box>
news-body-text: یہ خبر روزنامہ صبح نو فیصل آباد کے نمائندہ کی جانب سے موصول ہوئی ہے جس میں شہری مسائل اور انتظامی امور کے حوالے سے تفصیلات بیان کی گئی ہیں۔ یہ خبر روزنامہ صبح نو فیصل آباد کے نمائندہ کی جانب سے موصول ہوئی ہے جس میں شہری مسائل اور انتظامی امور کے حوالے سے تفصیلات بیان کی گئی ہیں۔ یہ خبر روزنامہ صبح نو فیصل آباد کے نمائندہ کی جانب سے موصول ہوئی ہے جس میں شہری مسائل اور انتظامی امور کے حوالے سے تفصیلات بیان کی گئی ہیں۔ یہ خبر روزنامہ صبح نو فیصل آباد کے نمائندہ کی جانب سے موصول ہوئی ہے جس میں شہری مسائل اور انتظامی امور کے حوالے سے تفصیلات بیان کی گئی ہیں۔ یہ خبر روزنامہ صبح نو فیصل آباد کے نمائندہ کی جانب سے موصول ہوئی ہے جس میں شہری مسائل اور انتظامی امور کے حوالے سے تفصیلات بیان کی گئی ہیں۔ یہ خبر روزنامہ صبح نو فیصل آباد کے نمائندہ کی جانب سے موصول ہوئی ہے جس میں شہری مسائل اور انتظامی امور کے حوالے سے تفصیلات بیان کی گئی ہیں۔ <box>435 274 576 431</box>
ad-code: D-161 <box>122 1657 140 1663</box>
newspaper-logo-icon: ★ <box>1013 26 1029 39</box>
news-body-text: یہ خبر روزنامہ صبح نو فیصل آباد کے نمائندہ کی جانب سے موصول ہوئی ہے جس میں شہری مسائل اور انتظامی امور کے حوالے سے تفصیلات بیان کی گئی ہیں۔ یہ خبر روزنامہ صبح نو فیصل آباد کے نمائندہ کی جانب سے موصول ہوئی ہے جس میں شہری مسائل اور انتظامی امور کے حوالے سے تفصیلات بیان کی گئی ہیں۔ یہ خبر روزنامہ صبح نو فیصل آباد کے نمائندہ کی جانب سے موصول ہوئی ہے جس میں شہری مسائل اور انتظامی امور کے حوالے سے تفصیلات بیان کی گئی ہیں۔ یہ خبر روزنامہ صبح نو فیصل آباد کے نمائندہ کی جانب سے موصول ہوئی ہے جس میں شہری مسائل اور انتظامی امور کے حوالے سے تفصیلات بیان کی گئی ہیں۔ یہ خبر روزنامہ صبح نو فیصل آباد کے نمائندہ کی جانب سے موصول ہوئی ہے جس میں شہری مسائل اور انتظامی امور کے حوالے سے تفصیلات بیان کی گئی ہیں۔ یہ خبر روزنامہ صبح نو فیصل آباد کے نمائندہ کی جانب سے موصول ہوئی ہے جس میں شہری مسائل اور انتظامی امور کے حوالے سے تفصیلات بیان کی گئی ہیں۔ <box>291 407 432 565</box>
date-line: بدھ 31 جولائی 2025ء <box>403 3 538 17</box>
section-header <box>147 2032 287 2046</box>
section-number: 36 <box>554 257 575 270</box>
section-number: 18 <box>986 938 1008 951</box>
section-header <box>1012 207 1153 222</box>
section-title: صبح نو <box>923 1122 949 1132</box>
section-header <box>724 207 864 222</box>
news-body-text: یہ خبر روزنامہ صبح نو فیصل آباد کے نمائندہ کی جانب سے موصول ہوئی ہے جس میں شہری مسائل اور انتظامی امور کے حوالے سے تفصیلات بیان کی گئی ہیں۔ یہ خبر روزنامہ صبح نو فیصل آباد کے نمائندہ کی جانب سے موصول ہوئی ہے جس میں شہری مسائل اور انتظامی امور کے حوالے سے تفصیلات بیان کی گئی ہیں۔ یہ خبر روزنامہ صبح نو فیصل آباد کے نمائندہ کی جانب سے موصول ہوئی ہے جس میں شہری مسائل اور انتظامی امور کے حوالے سے تفصیلات بیان کی گئی ہیں۔ یہ خبر روزنامہ صبح نو فیصل آباد کے نمائندہ کی جانب سے موصول ہوئی ہے جس میں شہری مسائل اور انتظامی امور کے حوالے سے تفصیلات بیان کی گئی ہیں۔ یہ خبر روزنامہ صبح نو فیصل آباد کے نمائندہ کی جانب سے موصول ہوئی ہے جس میں شہری مسائل اور انتظامی امور کے حوالے سے تفصیلات بیان کی گئی ہیں۔ یہ خبر روزنامہ صبح نو فیصل آباد کے نمائندہ کی جانب سے موصول ہوئی ہے جس میں شہری مسائل اور انتظامی امور کے حوالے سے تفصیلات بیان کی گئی ہیں۔ <box>435 639 576 796</box>
news-body-text: یہ خبر روزنامہ صبح نو فیصل آباد کے نمائندہ کی جانب سے موصول ہوئی ہے جس میں شہری مسائل اور انتظامی امور کے حوالے سے تفصیلات بیان کی گئی ہیں۔ یہ خبر روزنامہ صبح نو فیصل آباد کے نمائندہ کی جانب سے موصول ہوئی ہے جس میں شہری مسائل اور انتظامی امور کے حوالے سے تفصیلات بیان کی گئی ہیں۔ یہ خبر روزنامہ صبح نو فیصل آباد کے نمائندہ کی جانب سے موصول ہوئی ہے جس میں شہری مسائل اور انتظامی امور کے حوالے سے تفصیلات بیان کی گئی ہیں۔ یہ خبر روزنامہ صبح نو فیصل آباد کے نمائندہ کی جانب سے موصول ہوئی ہے جس میں شہری مسائل اور انتظامی امور کے حوالے سے تفصیلات بیان کی گئی ہیں۔ یہ خبر روزنامہ صبح نو فیصل آباد کے نمائندہ کی جانب سے موصول ہوئی ہے جس میں شہری مسائل اور انتظامی امور کے حوالے سے تفصیلات بیان کی گئی ہیں۔ یہ خبر روزنامہ صبح نو فیصل آباد کے نمائندہ کی جانب سے موصول ہوئی ہے جس میں شہری مسائل اور انتظامی امور کے حوالے سے تفصیلات بیان کی گئی ہیں۔ <box>580 43 721 200</box>
section-header <box>581 937 721 952</box>
section-title: صبح نو <box>1067 757 1093 767</box>
divider <box>869 933 1009 934</box>
news-body-text: یہ خبر روزنامہ صبح نو فیصل آباد کے نمائندہ کی جانب سے موصول ہوئی ہے جس میں شہری مسائل اور انتظامی امور کے حوالے سے تفصیلات بیان کی گئی ہیں۔ یہ خبر روزنامہ صبح نو فیصل آباد کے نمائندہ کی جانب سے موصول ہوئی ہے جس میں شہری مسائل اور انتظامی امور کے حوالے سے تفصیلات بیان کی گئی ہیں۔ یہ خبر روزنامہ صبح نو فیصل آباد کے نمائندہ کی جانب سے موصول ہوئی ہے جس میں شہری مسائل اور انتظامی امور کے حوالے سے تفصیلات بیان کی گئی ہیں۔ یہ خبر روزنامہ صبح نو فیصل آباد کے نمائندہ کی جانب سے موصول ہوئی ہے جس میں شہری مسائل اور انتظامی امور کے حوالے سے تفصیلات بیان کی گئی ہیں۔ یہ خبر روزنامہ صبح نو فیصل آباد کے نمائندہ کی جانب سے موصول ہوئی ہے جس میں شہری مسائل اور انتظامی امور کے حوالے سے تفصیلات بیان کی گئی ہیں۔ یہ خبر روزنامہ صبح نو فیصل آباد کے نمائندہ کی جانب سے موصول ہوئی ہے جس میں شہری مسائل اور انتظامی امور کے حوالے سے تفصیلات بیان کی گئی ہیں۔ <box>435 43 576 200</box>
section-title: صبح نو <box>345 1487 371 1496</box>
divider <box>292 204 432 205</box>
section-header <box>436 621 576 636</box>
newspaper-logo-icon: ★ <box>1013 756 1029 769</box>
section-header <box>292 1667 432 1682</box>
divider <box>1012 204 1153 205</box>
news-body-text: یہ خبر روزنامہ صبح نو فیصل آباد کے نمائندہ کی جانب سے موصول ہوئی ہے جس میں شہری مسائل اور انتظامی امور کے حوالے سے تفصیلات بیان کی گئی ہیں۔ یہ خبر روزنامہ صبح نو فیصل آباد کے نمائندہ کی جانب سے موصول ہوئی ہے جس میں شہری مسائل اور انتظامی امور کے حوالے سے تفصیلات بیان کی گئی ہیں۔ یہ خبر روزنامہ صبح نو فیصل آباد کے نمائندہ کی جانب سے موصول ہوئی ہے جس میں شہری مسائل اور انتظامی امور کے حوالے سے تفصیلات بیان کی گئی ہیں۔ یہ خبر روزنامہ صبح نو فیصل آباد کے نمائندہ کی جانب سے موصول ہوئی ہے جس میں شہری مسائل اور انتظامی امور کے حوالے سے تفصیلات بیان کی گئی ہیں۔ یہ خبر روزنامہ صبح نو فیصل آباد کے نمائندہ کی جانب سے موصول ہوئی ہے جس میں شہری مسائل اور انتظامی امور کے حوالے سے تفصیلات بیان کی گئی ہیں۔ یہ خبر روزنامہ صبح نو فیصل آباد کے نمائندہ کی جانب سے موصول ہوئی ہے جس میں شہری مسائل اور انتظامی امور کے حوالے سے تفصیلات بیان کی گئی ہیں۔ <box>146 225 287 382</box>
section-header <box>147 572 287 587</box>
section-number: 38 <box>554 622 575 635</box>
news-body-text: یہ خبر روزنامہ صبح نو فیصل آباد کے نمائندہ کی جانب سے موصول ہوئی ہے جس میں شہری مسائل اور انتظامی امور کے حوالے سے تفصیلات بیان کی گئی ہیں۔ یہ خبر روزنامہ صبح نو فیصل آباد کے نمائندہ کی جانب سے موصول ہوئی ہے جس میں شہری مسائل اور انتظامی امور کے حوالے سے تفصیلات بیان کی گئی ہیں۔ یہ خبر روزنامہ صبح نو فیصل آباد کے نمائندہ کی جانب سے موصول ہوئی ہے جس میں شہری مسائل اور انتظامی امور کے حوالے سے تفصیلات بیان کی گئی ہیں۔ یہ خبر روزنامہ صبح نو فیصل آباد کے نمائندہ کی جانب سے موصول ہوئی ہے جس میں شہری مسائل اور انتظامی امور کے حوالے سے تفصیلات بیان کی گئی ہیں۔ یہ خبر روزنامہ صبح نو فیصل آباد کے نمائندہ کی جانب سے موصول ہوئی ہے جس میں شہری مسائل اور انتظامی امور کے حوالے سے تفصیلات بیان کی گئی ہیں۔ یہ خبر روزنامہ صبح نو فیصل آباد کے نمائندہ کی جانب سے موصول ہوئی ہے جس میں شہری مسائل اور انتظامی امور کے حوالے سے تفصیلات بیان کی گئی ہیں۔ <box>435 1186 576 1344</box>
divider <box>1012 386 1153 387</box>
newspaper-logo-icon: ★ <box>870 391 885 404</box>
news-body-text: یہ خبر روزنامہ صبح نو فیصل آباد کے نمائندہ کی جانب سے موصول ہوئی ہے جس میں شہری مسائل اور انتظامی امور کے حوالے سے تفصیلات بیان کی گئی ہیں۔ یہ خبر روزنامہ صبح نو فیصل آباد کے نمائندہ کی جانب سے موصول ہوئی ہے جس میں شہری مسائل اور انتظامی امور کے حوالے سے تفصیلات بیان کی گئی ہیں۔ یہ خبر روزنامہ صبح نو فیصل آباد کے نمائندہ کی جانب سے موصول ہوئی ہے جس میں شہری مسائل اور انتظامی امور کے حوالے سے تفصیلات بیان کی گئی ہیں۔ یہ خبر روزنامہ صبح نو فیصل آباد کے نمائندہ کی جانب سے موصول ہوئی ہے جس میں شہری مسائل اور انتظامی امور کے حوالے سے تفصیلات بیان کی گئی ہیں۔ یہ خبر روزنامہ صبح نو فیصل آباد کے نمائندہ کی جانب سے موصول ہوئی ہے جس میں شہری مسائل اور انتظامی امور کے حوالے سے تفصیلات بیان کی گئی ہیں۔ یہ خبر روزنامہ صبح نو فیصل آباد کے نمائندہ کی جانب سے موصول ہوئی ہے جس میں شہری مسائل اور انتظامی امور کے حوالے سے تفصیلات بیان کی گئی ہیں۔ <box>146 2414 287 2571</box>
section-number: 1 <box>1131 26 1152 39</box>
news-column <box>433 22 578 1914</box>
divider <box>147 386 287 387</box>
section-title: صبح نو <box>201 1487 228 1496</box>
section-number: 20 <box>842 26 863 39</box>
section-header <box>1012 25 1153 40</box>
section-header <box>1012 572 1153 587</box>
section-number: 67 <box>120 26 142 39</box>
news-body-text: یہ خبر روزنامہ صبح نو فیصل آباد کے نمائندہ کی جانب سے موصول ہوئی ہے جس میں شہری مسائل اور انتظامی امور کے حوالے سے تفصیلات بیان کی گئی ہیں۔ یہ خبر روزنامہ صبح نو فیصل آباد کے نمائندہ کی جانب سے موصول ہوئی ہے جس میں شہری مسائل اور انتظامی امور کے حوالے سے تفصیلات بیان کی گئی ہیں۔ یہ خبر روزنامہ صبح نو فیصل آباد کے نمائندہ کی جانب سے موصول ہوئی ہے جس میں شہری مسائل اور انتظامی امور کے حوالے سے تفصیلات بیان کی گئی ہیں۔ یہ خبر روزنامہ صبح نو فیصل آباد کے نمائندہ کی جانب سے موصول ہوئی ہے جس میں شہری مسائل اور انتظامی امور کے حوالے سے تفصیلات بیان کی گئی ہیں۔ یہ خبر روزنامہ صبح نو فیصل آباد کے نمائندہ کی جانب سے موصول ہوئی ہے جس میں شہری مسائل اور انتظامی امور کے حوالے سے تفصیلات بیان کی گئی ہیں۔ یہ خبر روزنامہ صبح نو فیصل آباد کے نمائندہ کی جانب سے موصول ہوئی ہے جس میں شہری مسائل اور انتظامی امور کے حوالے سے تفصیلات بیان کی گئی ہیں۔ <box>1012 955 1153 1112</box>
page-label: (3) <box>558 3 578 17</box>
news-body-text: یہ خبر روزنامہ صبح نو فیصل آباد کے نمائندہ کی جانب سے موصول ہوئی ہے جس میں شہری مسائل اور انتظامی امور کے حوالے سے تفصیلات بیان کی گئی ہیں۔ یہ خبر روزنامہ صبح نو فیصل آباد کے نمائندہ کی جانب سے موصول ہوئی ہے جس میں شہری مسائل اور انتظامی امور کے حوالے سے تفصیلات بیان کی گئی ہیں۔ یہ خبر روزنامہ صبح نو فیصل آباد کے نمائندہ کی جانب سے موصول ہوئی ہے جس میں شہری مسائل اور انتظامی امور کے حوالے سے تفصیلات بیان کی گئی ہیں۔ یہ خبر روزنامہ صبح نو فیصل آباد کے نمائندہ کی جانب سے موصول ہوئی ہے جس میں شہری مسائل اور انتظامی امور کے حوالے سے تفصیلات بیان کی گئی ہیں۔ یہ خبر روزنامہ صبح نو فیصل آباد کے نمائندہ کی جانب سے موصول ہوئی ہے جس میں شہری مسائل اور انتظامی امور کے حوالے سے تفصیلات بیان کی گئی ہیں۔ یہ خبر روزنامہ صبح نو فیصل آباد کے نمائندہ کی جانب سے موصول ہوئی ہے جس میں شہری مسائل اور انتظامی امور کے حوالے سے تفصیلات بیان کی گئی ہیں۔ <box>1012 1319 1153 1477</box>
section-number: 21 <box>842 208 863 221</box>
newspaper-logo-icon: ★ <box>148 1850 164 1863</box>
section-number: 30 <box>697 391 719 404</box>
section-header <box>147 1484 287 1499</box>
newspaper-logo-icon: ★ <box>870 208 885 221</box>
divider <box>147 204 287 205</box>
news-body-text: یہ خبر روزنامہ صبح نو فیصل آباد کے نمائندہ کی جانب سے موصول ہوئی ہے جس میں شہری مسائل اور انتظامی امور کے حوالے سے تفصیلات بیان کی گئی ہیں۔ یہ خبر روزنامہ صبح نو فیصل آباد کے نمائندہ کی جانب سے موصول ہوئی ہے جس میں شہری مسائل اور انتظامی امور کے حوالے سے تفصیلات بیان کی گئی ہیں۔ یہ خبر روزنامہ صبح نو فیصل آباد کے نمائندہ کی جانب سے موصول ہوئی ہے جس میں شہری مسائل اور انتظامی امور کے حوالے سے تفصیلات بیان کی گئی ہیں۔ یہ خبر روزنامہ صبح نو فیصل آباد کے نمائندہ کی جانب سے موصول ہوئی ہے جس میں شہری مسائل اور انتظامی امور کے حوالے سے تفصیلات بیان کی گئی ہیں۔ یہ خبر روزنامہ صبح نو فیصل آباد کے نمائندہ کی جانب سے موصول ہوئی ہے جس میں شہری مسائل اور انتظامی امور کے حوالے سے تفصیلات بیان کی گئی ہیں۔ یہ خبر روزنامہ صبح نو فیصل آباد کے نمائندہ کی جانب سے موصول ہوئی ہے جس میں شہری مسائل اور انتظامی امور کے حوالے سے تفصیلات بیان کی گئی ہیں۔ <box>146 43 287 200</box>
news-column <box>289 22 433 1914</box>
section-header <box>147 755 287 769</box>
section-title: صبح نو <box>490 1354 516 1363</box>
section-header <box>292 1302 432 1317</box>
newspaper-logo-icon: ★ <box>870 573 885 586</box>
divider <box>292 1845 432 1846</box>
section-header <box>292 390 432 405</box>
section-number: 59 <box>265 1120 286 1133</box>
section-number: 4 <box>1131 1120 1152 1133</box>
news-body-text: یہ خبر روزنامہ صبح نو فیصل آباد کے نمائندہ کی جانب سے موصول ہوئی ہے جس میں شہری مسائل اور انتظامی امور کے حوالے سے تفصیلات بیان کی گئی ہیں۔ یہ خبر روزنامہ صبح نو فیصل آباد کے نمائندہ کی جانب سے موصول ہوئی ہے جس میں شہری مسائل اور انتظامی امور کے حوالے سے تفصیلات بیان کی گئی ہیں۔ یہ خبر روزنامہ صبح نو فیصل آباد کے نمائندہ کی جانب سے موصول ہوئی ہے جس میں شہری مسائل اور انتظامی امور کے حوالے سے تفصیلات بیان کی گئی ہیں۔ یہ خبر روزنامہ صبح نو فیصل آباد کے نمائندہ کی جانب سے موصول ہوئی ہے جس میں شہری مسائل اور انتظامی امور کے حوالے سے تفصیلات بیان کی گئی ہیں۔ یہ خبر روزنامہ صبح نو فیصل آباد کے نمائندہ کی جانب سے موصول ہوئی ہے جس میں شہری مسائل اور انتظامی امور کے حوالے سے تفصیلات بیان کی گئی ہیں۔ یہ خبر روزنامہ صبح نو فیصل آباد کے نمائندہ کی جانب سے موصول ہوئی ہے جس میں شہری مسائل اور انتظامی امور کے حوالے سے تفصیلات بیان کی گئی ہیں۔ <box>146 2232 287 2389</box>
section-number: 11 <box>1131 391 1152 404</box>
news-body-text: یہ خبر روزنامہ صبح نو فیصل آباد کے نمائندہ کی جانب سے موصول ہوئی ہے جس میں شہری مسائل اور انتظامی امور کے حوالے سے تفصیلات بیان کی گئی ہیں۔ یہ خبر روزنامہ صبح نو فیصل آباد کے نمائندہ کی جانب سے موصول ہوئی ہے جس میں شہری مسائل اور انتظامی امور کے حوالے سے تفصیلات بیان کی گئی ہیں۔ یہ خبر روزنامہ صبح نو فیصل آباد کے نمائندہ کی جانب سے موصول ہوئی ہے جس میں شہری مسائل اور انتظامی امور کے حوالے سے تفصیلات بیان کی گئی ہیں۔ یہ خبر روزنامہ صبح نو فیصل آباد کے نمائندہ کی جانب سے موصول ہوئی ہے جس میں شہری مسائل اور انتظامی امور کے حوالے سے تفصیلات بیان کی گئی ہیں۔ یہ خبر روزنامہ صبح نو فیصل آباد کے نمائندہ کی جانب سے موصول ہوئی ہے جس میں شہری مسائل اور انتظامی امور کے حوالے سے تفصیلات بیان کی گئی ہیں۔ یہ خبر روزنامہ صبح نو فیصل آباد کے نمائندہ کی جانب سے موصول ہوئی ہے جس میں شہری مسائل اور انتظامی امور کے حوالے سے تفصیلات بیان کی گئی ہیں۔ <box>1012 407 1153 565</box>
section-header <box>147 1302 287 1317</box>
section-header <box>869 390 1009 405</box>
ad-subline: چیف ایڈیٹر <box>55 1633 91 1641</box>
section-header <box>1012 1484 1153 1499</box>
newspaper-logo-icon: ★ <box>437 987 453 1000</box>
newspaper-logo-icon: ★ <box>293 391 308 404</box>
news-body-text: یہ خبر روزنامہ صبح نو فیصل آباد کے نمائندہ کی جانب سے موصول ہوئی ہے جس میں شہری مسائل اور انتظامی امور کے حوالے سے تفصیلات بیان کی گئی ہیں۔ یہ خبر روزنامہ صبح نو فیصل آباد کے نمائندہ کی جانب سے موصول ہوئی ہے جس میں شہری مسائل اور انتظامی امور کے حوالے سے تفصیلات بیان کی گئی ہیں۔ یہ خبر روزنامہ صبح نو فیصل آباد کے نمائندہ کی جانب سے موصول ہوئی ہے جس میں شہری مسائل اور انتظامی امور کے حوالے سے تفصیلات بیان کی گئی ہیں۔ یہ خبر روزنامہ صبح نو فیصل آباد کے نمائندہ کی جانب سے موصول ہوئی ہے جس میں شہری مسائل اور انتظامی امور کے حوالے سے تفصیلات بیان کی گئی ہیں۔ یہ خبر روزنامہ صبح نو فیصل آباد کے نمائندہ کی جانب سے موصول ہوئی ہے جس میں شہری مسائل اور انتظامی امور کے حوالے سے تفصیلات بیان کی گئی ہیں۔ یہ خبر روزنامہ صبح نو فیصل آباد کے نمائندہ کی جانب سے موصول ہوئی ہے جس میں شہری مسائل اور انتظامی امور کے حوالے سے تفصیلات بیان کی گئی ہیں۔ <box>146 1867 287 2024</box>
newspaper-logo-icon: ★ <box>1013 1303 1029 1316</box>
divider <box>724 1481 864 1482</box>
section-title: صبح نو <box>1067 1487 1093 1496</box>
section-header <box>436 439 576 454</box>
newspaper-logo-icon: ★ <box>1013 1850 1029 1863</box>
section-header <box>724 572 864 587</box>
section-header <box>869 937 1009 952</box>
section-header <box>147 207 287 222</box>
section-number: 57 <box>265 756 286 769</box>
news-column <box>722 22 866 1914</box>
section-header <box>436 1351 576 1366</box>
news-body-text: یہ خبر روزنامہ صبح نو فیصل آباد کے نمائندہ کی جانب سے موصول ہوئی ہے جس میں شہری مسائل اور انتظامی امور کے حوالے سے تفصیلات بیان کی گئی ہیں۔ یہ خبر روزنامہ صبح نو فیصل آباد کے نمائندہ کی جانب سے موصول ہوئی ہے جس میں شہری مسائل اور انتظامی امور کے حوالے سے تفصیلات بیان کی گئی ہیں۔ یہ خبر روزنامہ صبح نو فیصل آباد کے نمائندہ کی جانب سے موصول ہوئی ہے جس میں شہری مسائل اور انتظامی امور کے حوالے سے تفصیلات بیان کی گئی ہیں۔ یہ خبر روزنامہ صبح نو فیصل آباد کے نمائندہ کی جانب سے موصول ہوئی ہے جس میں شہری مسائل اور انتظامی امور کے حوالے سے تفصیلات بیان کی گئی ہیں۔ یہ خبر روزنامہ صبح نو فیصل آباد کے نمائندہ کی جانب سے موصول ہوئی ہے جس میں شہری مسائل اور انتظامی امور کے حوالے سے تفصیلات بیان کی گئی ہیں۔ یہ خبر روزنامہ صبح نو فیصل آباد کے نمائندہ کی جانب سے موصول ہوئی ہے جس میں شہری مسائل اور انتظامی امور کے حوالے سے تفصیلات بیان کی گئی ہیں۔ <box>724 407 865 565</box>
section-title: صبح نو <box>345 210 371 219</box>
news-body-text: یہ خبر روزنامہ صبح نو فیصل آباد کے نمائندہ کی جانب سے موصول ہوئی ہے جس میں شہری مسائل اور انتظامی امور کے حوالے سے تفصیلات بیان کی گئی ہیں۔ یہ خبر روزنامہ صبح نو فیصل آباد کے نمائندہ کی جانب سے موصول ہوئی ہے جس میں شہری مسائل اور انتظامی امور کے حوالے سے تفصیلات بیان کی گئی ہیں۔ یہ خبر روزنامہ صبح نو فیصل آباد کے نمائندہ کی جانب سے موصول ہوئی ہے جس میں شہری مسائل اور انتظامی امور کے حوالے سے تفصیلات بیان کی گئی ہیں۔ یہ خبر روزنامہ صبح نو فیصل آباد کے نمائندہ کی جانب سے موصول ہوئی ہے جس میں شہری مسائل اور انتظامی امور کے حوالے سے تفصیلات بیان کی گئی ہیں۔ یہ خبر روزنامہ صبح نو فیصل آباد کے نمائندہ کی جانب سے موصول ہوئی ہے جس میں شہری مسائل اور انتظامی امور کے حوالے سے تفصیلات بیان کی گئی ہیں۔ یہ خبر روزنامہ صبح نو فیصل آباد کے نمائندہ کی جانب سے موصول ہوئی ہے جس میں شہری مسائل اور انتظامی امور کے حوالے سے تفصیلات بیان کی گئی ہیں۔ <box>580 590 721 747</box>
section-title: صبح نو <box>634 1122 660 1132</box>
section-number: 10 <box>1131 208 1152 221</box>
section-number: 44 <box>409 208 431 221</box>
news-body-text: یہ خبر روزنامہ صبح نو فیصل آباد کے نمائندہ کی جانب سے موصول ہوئی ہے جس میں شہری مسائل اور انتظامی امور کے حوالے سے تفصیلات بیان کی گئی ہیں۔ یہ خبر روزنامہ صبح نو فیصل آباد کے نمائندہ کی جانب سے موصول ہوئی ہے جس میں شہری مسائل اور انتظامی امور کے حوالے سے تفصیلات بیان کی گئی ہیں۔ یہ خبر روزنامہ صبح نو فیصل آباد کے نمائندہ کی جانب سے موصول ہوئی ہے جس میں شہری مسائل اور انتظامی امور کے حوالے سے تفصیلات بیان کی گئی ہیں۔ یہ خبر روزنامہ صبح نو فیصل آباد کے نمائندہ کی جانب سے موصول ہوئی ہے جس میں شہری مسائل اور انتظامی امور کے حوالے سے تفصیلات بیان کی گئی ہیں۔ یہ خبر روزنامہ صبح نو فیصل آباد کے نمائندہ کی جانب سے موصول ہوئی ہے جس میں شہری مسائل اور انتظامی امور کے حوالے سے تفصیلات بیان کی گئی ہیں۔ یہ خبر روزنامہ صبح نو فیصل آباد کے نمائندہ کی جانب سے موصول ہوئی ہے جس میں شہری مسائل اور انتظامی امور کے حوالے سے تفصیلات بیان کی گئی ہیں۔ <box>869 955 1010 1112</box>
section-number: 39 <box>554 805 575 818</box>
newspaper-logo-icon: ★ <box>725 938 741 951</box>
newspaper-logo-icon: ★ <box>148 1668 164 1681</box>
section-header <box>724 25 864 40</box>
section-number: 54 <box>265 208 286 221</box>
section-number: 27 <box>842 1303 863 1316</box>
section-number: 48 <box>409 938 431 951</box>
divider <box>147 2210 287 2211</box>
section-title: صبح نو <box>201 1669 228 1679</box>
newspaper-logo-icon: ★ <box>870 26 885 39</box>
newspaper-logo-icon: ★ <box>148 391 164 404</box>
section-header <box>724 1302 864 1317</box>
news-body-text: یہ خبر روزنامہ صبح نو فیصل آباد کے نمائندہ کی جانب سے موصول ہوئی ہے جس میں شہری مسائل اور انتظامی امور کے حوالے سے تفصیلات بیان کی گئی ہیں۔ یہ خبر روزنامہ صبح نو فیصل آباد کے نمائندہ کی جانب سے موصول ہوئی ہے جس میں شہری مسائل اور انتظامی امور کے حوالے سے تفصیلات بیان کی گئی ہیں۔ یہ خبر روزنامہ صبح نو فیصل آباد کے نمائندہ کی جانب سے موصول ہوئی ہے جس میں شہری مسائل اور انتظامی امور کے حوالے سے تفصیلات بیان کی گئی ہیں۔ یہ خبر روزنامہ صبح نو فیصل آباد کے نمائندہ کی جانب سے موصول ہوئی ہے جس میں شہری مسائل اور انتظامی امور کے حوالے سے تفصیلات بیان کی گئی ہیں۔ یہ خبر روزنامہ صبح نو فیصل آباد کے نمائندہ کی جانب سے موصول ہوئی ہے جس میں شہری مسائل اور انتظامی امور کے حوالے سے تفصیلات بیان کی گئی ہیں۔ یہ خبر روزنامہ صبح نو فیصل آباد کے نمائندہ کی جانب سے موصول ہوئی ہے جس میں شہری مسائل اور انتظامی امور کے حوالے سے تفصیلات بیان کی گئی ہیں۔ <box>146 1319 287 1477</box>
section-title: صبح نو <box>1067 1852 1093 1861</box>
newspaper-logo-icon: ★ <box>1013 1485 1029 1498</box>
newspaper-logo-icon: ★ <box>148 1303 164 1316</box>
news-body-text: یہ خبر روزنامہ صبح نو فیصل آباد کے نمائندہ کی جانب سے موصول ہوئی ہے جس میں شہری مسائل اور انتظامی امور کے حوالے سے تفصیلات بیان کی گئی ہیں۔ یہ خبر روزنامہ صبح نو فیصل آباد کے نمائندہ کی جانب سے موصول ہوئی ہے جس میں شہری مسائل اور انتظامی امور کے حوالے سے تفصیلات بیان کی گئی ہیں۔ یہ خبر روزنامہ صبح نو فیصل آباد کے نمائندہ کی جانب سے موصول ہوئی ہے جس میں شہری مسائل اور انتظامی امور کے حوالے سے تفصیلات بیان کی گئی ہیں۔ یہ خبر روزنامہ صبح نو فیصل آباد کے نمائندہ کی جانب سے موصول ہوئی ہے جس میں شہری مسائل اور انتظامی امور کے حوالے سے تفصیلات بیان کی گئی ہیں۔ یہ خبر روزنامہ صبح نو فیصل آباد کے نمائندہ کی جانب سے موصول ہوئی ہے جس میں شہری مسائل اور انتظامی امور کے حوالے سے تفصیلات بیان کی گئی ہیں۔ یہ خبر روزنامہ صبح نو فیصل آباد کے نمائندہ کی جانب سے موصول ہوئی ہے جس میں شہری مسائل اور انتظامی امور کے حوالے سے تفصیلات بیان کی گئی ہیں۔ <box>724 590 865 747</box>
news-body-text: یہ خبر روزنامہ صبح نو فیصل آباد کے نمائندہ کی جانب سے موصول ہوئی ہے جس میں شہری مسائل اور انتظامی امور کے حوالے سے تفصیلات بیان کی گئی ہیں۔ یہ خبر روزنامہ صبح نو فیصل آباد کے نمائندہ کی جانب سے موصول ہوئی ہے جس میں شہری مسائل اور انتظامی امور کے حوالے سے تفصیلات بیان کی گئی ہیں۔ یہ خبر روزنامہ صبح نو فیصل آباد کے نمائندہ کی جانب سے موصول ہوئی ہے جس میں شہری مسائل اور انتظامی امور کے حوالے سے تفصیلات بیان کی گئی ہیں۔ یہ خبر روزنامہ صبح نو فیصل آباد کے نمائندہ کی جانب سے موصول ہوئی ہے جس میں شہری مسائل اور انتظامی امور کے حوالے سے تفصیلات بیان کی گئی ہیں۔ یہ خبر روزنامہ صبح نو فیصل آباد کے نمائندہ کی جانب سے موصول ہوئی ہے جس میں شہری مسائل اور انتظامی امور کے حوالے سے تفصیلات بیان کی گئی ہیں۔ یہ خبر روزنامہ صبح نو فیصل آباد کے نمائندہ کی جانب سے موصول ہوئی ہے جس میں شہری مسائل اور انتظامی امور کے حوالے سے تفصیلات بیان کی گئی ہیں۔ <box>1012 1867 1153 2024</box>
section-number: 33 <box>697 938 719 951</box>
section-title: صبح نو <box>634 28 660 37</box>
masthead: روزنامہ صبح نو فیصل آباد — (3) — بدھ 31 جولائی 2025ء <box>0 0 1155 21</box>
divider <box>581 386 721 387</box>
section-number: 50 <box>409 1303 431 1316</box>
